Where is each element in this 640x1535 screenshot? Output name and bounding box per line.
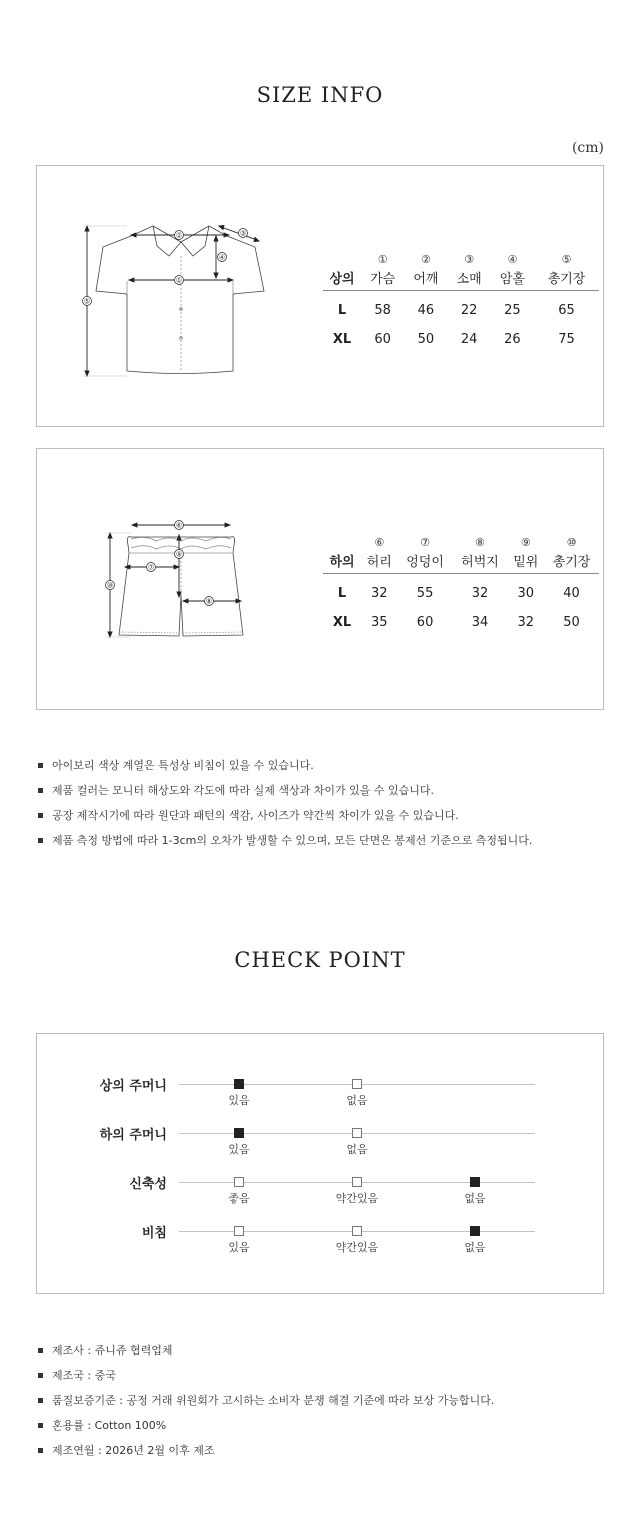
note-text: 공장 제작시기에 따라 원단과 패턴의 색감, 사이즈가 약간씩 차이가 있을 수 있습니다. bbox=[52, 809, 459, 822]
check-point-box bbox=[36, 1033, 604, 1294]
check-row-stretch bbox=[37, 1173, 605, 1213]
note-text: 제품 측정 방법에 따라 1-3cm의 오차가 발생할 수 있으며, 모든 단면은 봉제선 기준으로 측정됩니다. bbox=[52, 834, 533, 847]
bullet-icon bbox=[38, 813, 43, 818]
bottom-num-8: ⑧ bbox=[475, 536, 485, 549]
size-value: 60 bbox=[374, 332, 391, 347]
care-notes bbox=[38, 759, 608, 859]
check-row-sheer bbox=[37, 1222, 605, 1262]
top-header-row bbox=[323, 266, 599, 290]
top-col-armhole: 암홀 bbox=[491, 266, 534, 290]
top-size-box bbox=[36, 165, 604, 427]
check-point-title: CHECK POINT bbox=[234, 948, 406, 972]
check-option-label: 없음 bbox=[346, 1094, 368, 1107]
info-text: 품질보증기준 : 공정 거래 위원회가 고시하는 소비자 분쟁 해결 기준에 따라 보상 가능합니다. bbox=[52, 1394, 495, 1407]
check-row-bottom-pocket bbox=[37, 1124, 605, 1164]
table-row bbox=[323, 325, 599, 354]
bottom-size-box bbox=[36, 448, 604, 710]
table-row bbox=[323, 608, 599, 637]
check-option bbox=[199, 1128, 279, 1157]
info-text: 제조사 : 쥬니쥬 협력업체 bbox=[52, 1344, 173, 1357]
check-option-label: 없음 bbox=[464, 1241, 486, 1254]
size-info-title: SIZE INFO bbox=[256, 83, 384, 107]
top-size-table bbox=[323, 248, 599, 354]
bullet-icon bbox=[38, 1423, 43, 1428]
bottom-header-numbers bbox=[323, 531, 599, 549]
list-item bbox=[38, 1344, 608, 1369]
bottom-num-6: ⑥ bbox=[374, 536, 385, 549]
top-num-3: ③ bbox=[464, 253, 475, 266]
top-num-4: ④ bbox=[507, 253, 518, 266]
top-num-1: ① bbox=[377, 253, 388, 266]
checkbox-square bbox=[470, 1177, 480, 1187]
bottom-col-waist: 허리 bbox=[361, 549, 398, 573]
info-text: 제조국 : 중국 bbox=[52, 1369, 116, 1382]
size-value: 58 bbox=[374, 303, 391, 319]
diagram-mark-1: ① bbox=[175, 276, 183, 285]
size-value: 50 bbox=[563, 615, 580, 630]
diagram-mark-10: ⑩ bbox=[106, 581, 114, 590]
check-option bbox=[435, 1177, 515, 1206]
info-text: 혼용률 : Cotton 100% bbox=[52, 1419, 167, 1432]
bottom-num-10: ⑩ bbox=[566, 536, 577, 549]
size-value: 25 bbox=[504, 303, 521, 319]
size-value: 35 bbox=[371, 615, 388, 630]
diagram-mark-2: ② bbox=[175, 231, 183, 240]
checkbox-square bbox=[234, 1128, 244, 1138]
checkbox-square bbox=[234, 1177, 244, 1187]
bullet-icon bbox=[38, 763, 43, 768]
size-value: 24 bbox=[460, 332, 478, 347]
top-num-2: ② bbox=[420, 253, 431, 266]
check-label: 상의 주머니 bbox=[99, 1079, 167, 1094]
list-item bbox=[38, 1444, 608, 1469]
check-option bbox=[317, 1128, 397, 1157]
check-option-label: 약간있음 bbox=[335, 1241, 379, 1254]
top-num-5: ⑤ bbox=[561, 253, 572, 266]
bottom-col-hip: 엉덩이 bbox=[398, 549, 453, 573]
checkbox-square bbox=[352, 1226, 362, 1236]
check-label: 하의 주머니 bbox=[99, 1128, 167, 1143]
check-option bbox=[317, 1177, 397, 1206]
size-value: 65 bbox=[558, 303, 575, 319]
bullet-icon bbox=[38, 1373, 43, 1378]
check-option-label: 있음 bbox=[228, 1143, 250, 1156]
bullet-icon bbox=[38, 1448, 43, 1453]
size-label: L bbox=[337, 586, 347, 602]
top-col-length: 총기장 bbox=[534, 266, 599, 290]
bottom-col-length: 총기장 bbox=[544, 549, 599, 573]
size-value: 75 bbox=[558, 332, 575, 347]
list-item bbox=[38, 759, 608, 784]
note-text: 아이보리 색상 계열은 특성상 비침이 있을 수 있습니다. bbox=[52, 759, 314, 772]
check-option bbox=[317, 1079, 397, 1108]
check-option-label: 없음 bbox=[346, 1143, 368, 1156]
checkbox-square bbox=[352, 1128, 362, 1138]
diagram-mark-6: ⑥ bbox=[175, 521, 183, 530]
diagram-mark-4: ④ bbox=[218, 253, 226, 262]
check-option-label: 약간있음 bbox=[335, 1192, 379, 1205]
check-row-top-pocket bbox=[37, 1075, 605, 1115]
check-option bbox=[199, 1079, 279, 1108]
bullet-icon bbox=[38, 788, 43, 793]
bottom-col-thigh: 허벅지 bbox=[453, 549, 508, 573]
bottom-col-rise: 밑위 bbox=[507, 549, 544, 573]
top-col-sleeve: 소매 bbox=[448, 266, 491, 290]
checkbox-square bbox=[234, 1079, 244, 1089]
bottom-size-table bbox=[323, 531, 599, 637]
checkbox-square bbox=[352, 1079, 362, 1089]
size-value: 30 bbox=[517, 586, 535, 602]
check-option-label: 있음 bbox=[228, 1241, 250, 1254]
diagram-mark-3: ③ bbox=[239, 229, 247, 238]
product-info-list bbox=[38, 1344, 608, 1469]
check-label: 비침 bbox=[141, 1226, 167, 1241]
list-item bbox=[38, 784, 608, 809]
table-row bbox=[323, 573, 599, 608]
check-option-label: 있음 bbox=[228, 1094, 250, 1107]
bottom-num-9: ⑨ bbox=[520, 536, 531, 549]
checkbox-square bbox=[470, 1226, 480, 1236]
top-col-shoulder: 어깨 bbox=[404, 266, 447, 290]
bottom-num-7: ⑦ bbox=[420, 536, 430, 549]
list-item bbox=[38, 1369, 608, 1394]
size-value: 26 bbox=[504, 332, 521, 347]
checkbox-square bbox=[234, 1226, 244, 1236]
size-label: XL bbox=[332, 615, 352, 630]
diagram-mark-7: ⑦ bbox=[147, 563, 155, 572]
list-item bbox=[38, 834, 608, 859]
top-col-chest: 가슴 bbox=[361, 266, 404, 290]
bottom-header-row bbox=[323, 549, 599, 573]
size-value: 55 bbox=[416, 586, 434, 602]
check-option bbox=[199, 1226, 279, 1255]
size-value: 32 bbox=[517, 615, 535, 630]
check-option bbox=[199, 1177, 279, 1206]
size-value: 22 bbox=[460, 303, 478, 319]
table-row bbox=[323, 290, 599, 325]
shirt-outline bbox=[96, 226, 264, 374]
diagram-mark-5: ⑤ bbox=[83, 297, 91, 306]
size-value: 34 bbox=[471, 615, 489, 630]
top-row-header: 상의 bbox=[323, 266, 361, 290]
unit-label: (cm) bbox=[571, 140, 604, 156]
note-text: 제품 컬러는 모니터 해상도와 각도에 따라 실제 색상과 차이가 있을 수 있습니다. bbox=[52, 784, 434, 797]
shirt-diagram bbox=[81, 216, 271, 386]
checkbox-square bbox=[352, 1177, 362, 1187]
list-item bbox=[38, 1394, 608, 1419]
bullet-icon bbox=[38, 1398, 43, 1403]
top-header-numbers bbox=[323, 248, 599, 266]
size-value: 40 bbox=[563, 586, 580, 602]
check-option-label: 좋음 bbox=[228, 1192, 250, 1205]
bullet-icon bbox=[38, 838, 43, 843]
size-label: L bbox=[337, 303, 347, 319]
shorts-diagram bbox=[101, 515, 261, 645]
list-item bbox=[38, 809, 608, 834]
size-value: 32 bbox=[371, 586, 388, 602]
size-label: XL bbox=[332, 332, 352, 347]
bottom-row-header: 하의 bbox=[323, 549, 361, 573]
check-option bbox=[317, 1226, 397, 1255]
check-option bbox=[435, 1226, 515, 1255]
size-value: 60 bbox=[416, 615, 434, 630]
list-item bbox=[38, 1419, 608, 1444]
info-text: 제조연월 : 2026년 2월 이후 제조 bbox=[52, 1444, 215, 1457]
diagram-mark-8: ⑧ bbox=[205, 597, 213, 606]
size-value: 50 bbox=[417, 332, 435, 347]
check-label: 신축성 bbox=[129, 1177, 167, 1192]
size-value: 46 bbox=[417, 303, 435, 319]
diagram-mark-9: ⑨ bbox=[175, 550, 183, 559]
check-option-label: 없음 bbox=[464, 1192, 486, 1205]
size-value: 32 bbox=[471, 586, 489, 602]
bullet-icon bbox=[38, 1348, 43, 1353]
